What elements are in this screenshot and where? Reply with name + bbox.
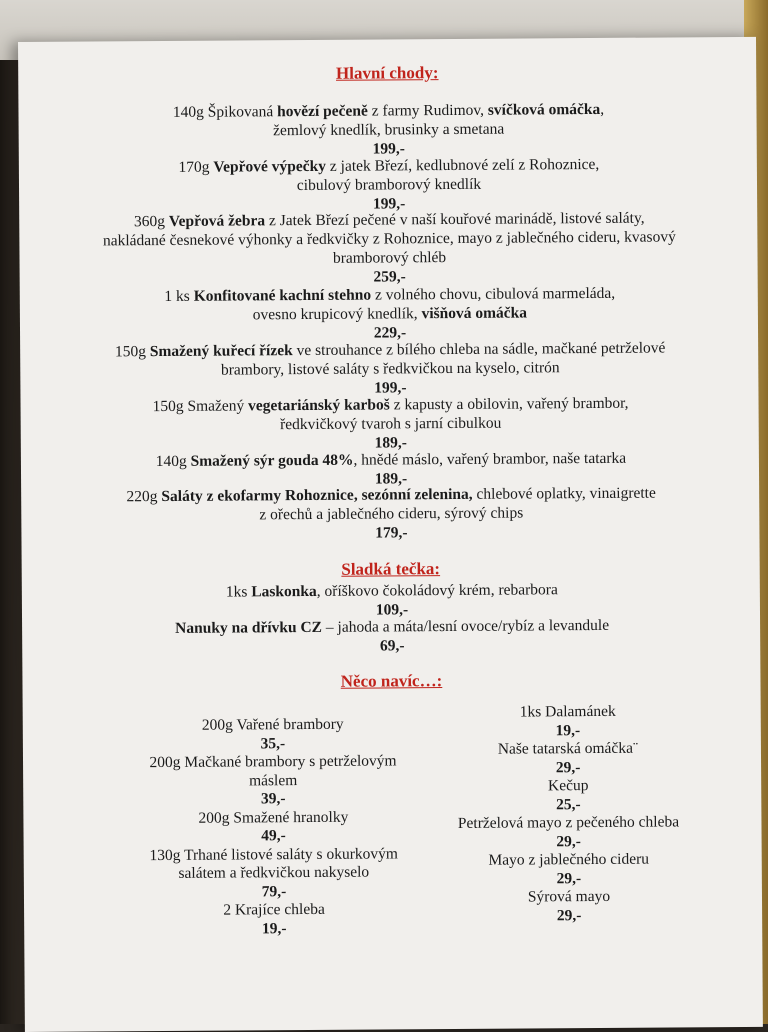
extra-name: 130g Trhané listové saláty s okurkovým <box>149 844 398 864</box>
extra-price: 35,- <box>260 734 286 752</box>
item-name: Vepřová žebra <box>168 212 266 230</box>
item-text: 360g <box>133 212 169 231</box>
extra-item <box>103 752 443 810</box>
item-text: 150g Smažený <box>152 397 249 416</box>
item-price: 229,- <box>373 324 407 342</box>
item-name: Nanuky na dřívku CZ <box>175 618 323 637</box>
item-text: 140g Špikovaná <box>172 103 278 121</box>
menu-page <box>18 37 763 1032</box>
item-text: , <box>600 100 605 118</box>
item-text: , oříškovo čokoládový krém, rebarbora <box>316 581 558 600</box>
item-text: z kapusty a obilovin, vařený brambor, <box>389 394 629 414</box>
item-sauce: svíčková omáčka <box>487 100 601 119</box>
extra-item <box>103 808 443 847</box>
extra-price: 19,- <box>261 919 287 937</box>
item-name: Konfitované kachní stehno <box>193 286 372 305</box>
item-text: 220g <box>126 488 162 506</box>
item-price: 179,- <box>375 524 408 542</box>
item-price: 109,- <box>375 601 409 619</box>
item-text: ovesno krupicový knedlík, <box>252 305 422 324</box>
item-price: 189,- <box>374 470 408 488</box>
extra-item <box>103 715 443 754</box>
item-text: chlebové oplatky, vinaigrette <box>472 484 656 503</box>
extra-price: 29,- <box>556 869 582 887</box>
item-text: z Jatek Březí pečené v naší kouřové marinádě, listové saláty, <box>265 209 645 230</box>
item-price: 199,- <box>374 379 407 397</box>
section-title-main: Hlavní chody: <box>335 63 439 83</box>
extra-price: 29,- <box>556 832 581 850</box>
extra-price: 29,- <box>555 758 581 776</box>
extra-name: Kečup <box>547 777 589 795</box>
item-text: , hnědé máslo, vařený brambor, naše tatarka <box>353 449 627 469</box>
item-text: z jatek Březí, kedlubnové zelí z Rohoznice, <box>325 155 600 175</box>
extra-name: Mayo z jablečného cideru <box>488 850 650 869</box>
item-price: 199,- <box>372 195 406 213</box>
extra-item <box>443 739 693 778</box>
extra-name: 200g Smažené hranolky <box>198 808 349 827</box>
menu-item <box>59 208 720 289</box>
extra-item <box>444 850 694 889</box>
menu-item <box>59 154 719 216</box>
extra-price: 49,- <box>261 827 286 845</box>
item-name: Smažený kuřecí řízek <box>149 342 293 361</box>
extra-name: Sýrová mayo <box>527 887 611 906</box>
menu-item <box>58 99 718 161</box>
item-price: 259,- <box>373 268 406 286</box>
item-name: vegetariánský karboš <box>248 396 390 415</box>
extra-price: 39,- <box>260 790 286 808</box>
extras-left-column <box>103 715 445 939</box>
extra-item <box>443 776 693 815</box>
extra-item <box>443 813 693 852</box>
item-text: 170g <box>178 158 214 176</box>
item-name: Smažený sýr gouda 48% <box>190 451 354 470</box>
item-name: Vepřové výpečky <box>213 157 327 176</box>
item-name: hovězí pečeně <box>276 102 368 121</box>
extra-name: Naše tatarská omáčka¨ <box>497 739 639 758</box>
menu-item <box>61 483 721 545</box>
extra-name: 200g Vařené brambory <box>201 715 344 734</box>
section-title-dessert: Sladká tečka: <box>341 559 441 579</box>
item-price: 199,- <box>372 140 405 158</box>
item-text: 150g <box>114 343 150 361</box>
extra-item <box>443 702 693 741</box>
extra-price: 25,- <box>555 795 581 813</box>
item-text: ředkvičkový tvaroh s jarní cibulkou <box>279 414 502 434</box>
extra-name: máslem <box>248 771 298 789</box>
item-text: z ořechů a jablečného cideru, sýrový chips <box>259 504 524 524</box>
item-text: brambory, listové saláty s ředkvičkou na kyselo, citrón <box>220 359 560 379</box>
item-text: z farmy Rudimov, <box>367 101 488 120</box>
item-sauce: višňová omáčka <box>421 304 528 323</box>
item-text: 140g <box>155 452 191 471</box>
extra-name: 200g Mačkané brambory s petrželovým <box>149 752 397 772</box>
item-text: cibulový bramborový knedlík <box>296 175 482 195</box>
extra-price: 79,- <box>261 882 287 900</box>
section-title-extras: Něco navíc…: <box>340 671 443 691</box>
item-text: – jahoda a máta/lesní ovoce/rybíz a levandule <box>321 616 610 636</box>
item-text: nakládané česnekové výhonky a ředkvičky z Rohoznice, mayo z jablečného cideru, kvasový <box>102 228 676 250</box>
item-text: ve strouhance z bílého chleba na sádle, mačkané petrželové <box>292 339 666 360</box>
item-name: Saláty z ekofarmy Rohoznice, sezónní zelenina, <box>161 485 473 506</box>
extras-right-column <box>443 702 695 926</box>
extra-name: 1ks Dalamánek <box>519 702 616 721</box>
extra-name: Petrželová mayo z pečeného chleba <box>457 813 680 832</box>
item-price: 189,- <box>374 434 408 452</box>
extra-price: 29,- <box>556 906 582 924</box>
menu-item <box>60 338 720 400</box>
extra-item <box>444 887 694 926</box>
item-name: Laskonka <box>251 582 317 601</box>
item-text: 1 ks <box>164 287 194 305</box>
item-text: z volného chovu, cibulová marmeláda, <box>371 284 616 304</box>
extra-name: salátem a ředkvičkou nakyselo <box>178 863 370 882</box>
item-price: 69,- <box>379 637 405 655</box>
extra-item <box>104 900 444 939</box>
menu-item <box>60 283 720 345</box>
item-text: bramborový chléb <box>332 249 447 267</box>
menu-item <box>60 393 720 455</box>
menu-item <box>62 615 722 658</box>
extra-price: 19,- <box>555 721 581 739</box>
item-text: 1ks <box>225 583 252 601</box>
extra-item <box>104 845 444 903</box>
item-text: žemlový knedlík, brusinky a smetana <box>272 120 505 140</box>
extra-name: 2 Krajíce chleba <box>223 900 325 919</box>
